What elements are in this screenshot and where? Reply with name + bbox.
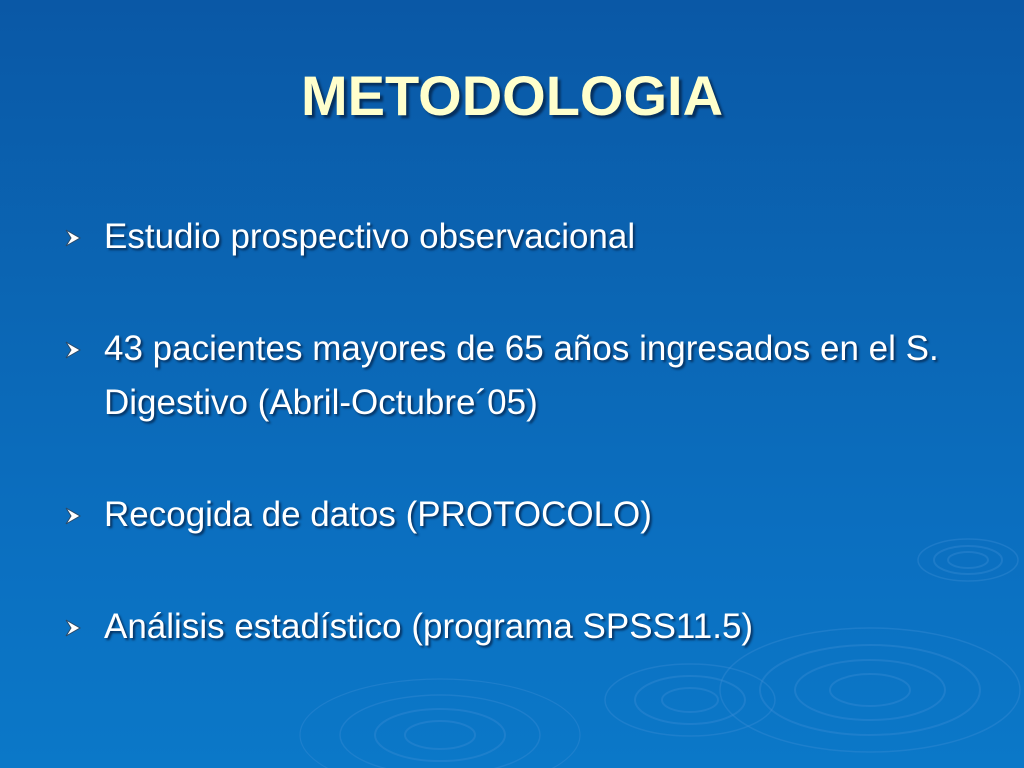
bullet-list: [62, 210, 982, 654]
bullet-item: [62, 322, 982, 430]
arrow-bullet-icon: [62, 505, 86, 527]
bullet-item: [62, 600, 982, 654]
arrow-bullet-icon: [62, 617, 86, 639]
arrow-bullet-icon: [62, 227, 86, 249]
bullet-text: Análisis estadístico (programa SPSS11.5): [104, 607, 754, 646]
bullet-text: Recogida de datos (PROTOCOLO): [104, 495, 652, 534]
bullet-item: [62, 210, 982, 264]
bullet-text: Estudio prospectivo observacional: [104, 217, 636, 256]
bullet-item: [62, 488, 982, 542]
bullet-text: 43 pacientes mayores de 65 años ingresados en el S. Digestivo (Abril-Octubre´05): [104, 329, 939, 422]
slide-title: METODOLOGIA: [300, 64, 724, 127]
arrow-bullet-icon: [62, 339, 86, 361]
